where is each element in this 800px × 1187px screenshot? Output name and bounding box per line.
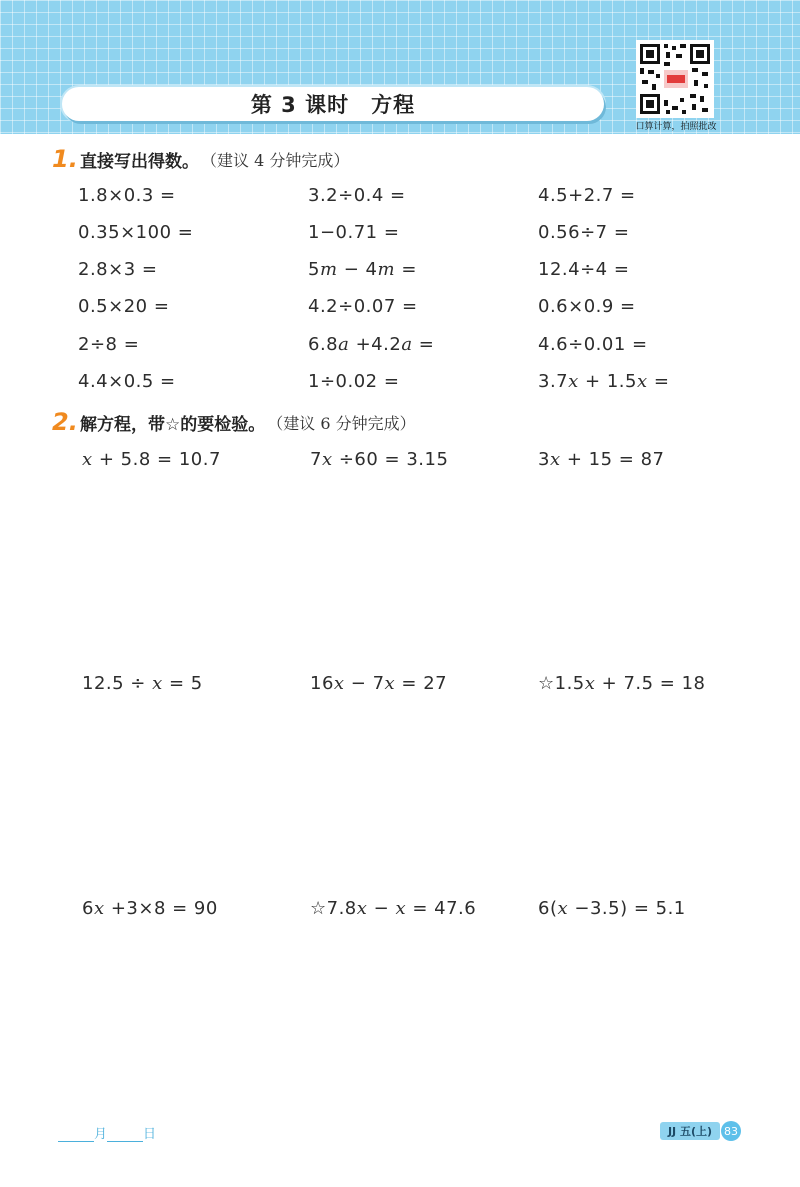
mental-math-item: 4.4×0.5 = bbox=[78, 371, 176, 392]
day-blank[interactable] bbox=[107, 1127, 143, 1142]
mental-math-item: 4.6÷0.01 = bbox=[538, 334, 648, 355]
mental-math-item: 5m − 4m = bbox=[308, 259, 417, 280]
equation-item: 6x +3×8 = 90 bbox=[82, 898, 218, 919]
equation-item: 16x − 7x = 27 bbox=[310, 673, 448, 694]
mental-math-item: 3.7x + 1.5x = bbox=[538, 371, 670, 392]
mental-math-item: 1.8×0.3 = bbox=[78, 185, 176, 206]
mental-math-item: 4.5+2.7 = bbox=[538, 185, 636, 206]
section-1-title: 直接写出得数。 bbox=[80, 151, 199, 172]
mental-math-item: 0.35×100 = bbox=[78, 222, 194, 243]
day-label: 日 bbox=[143, 1127, 157, 1142]
mental-math-item: 6.8a +4.2a = bbox=[308, 334, 435, 355]
equation-item: 7x ÷60 = 3.15 bbox=[310, 449, 449, 470]
section-1-header bbox=[52, 145, 349, 173]
equation-item: ☆7.8x − x = 47.6 bbox=[310, 898, 477, 919]
edition-tag: JJ 五(上) bbox=[660, 1122, 720, 1140]
lesson-title bbox=[251, 89, 415, 119]
mental-math-item: 1−0.71 = bbox=[308, 222, 400, 243]
month-label: 月 bbox=[94, 1127, 108, 1142]
lesson-topic: 方程 bbox=[371, 93, 416, 117]
equation-item: 12.5 ÷ x = 5 bbox=[82, 673, 203, 694]
equation-item: 3x + 15 = 87 bbox=[538, 449, 665, 470]
equation-item: x + 5.8 = 10.7 bbox=[82, 449, 221, 470]
lesson-number: 第 3 课时 bbox=[250, 93, 350, 117]
mental-math-item: 2.8×3 = bbox=[78, 259, 158, 280]
month-blank[interactable] bbox=[58, 1127, 94, 1142]
mental-math-item: 4.2÷0.07 = bbox=[308, 296, 418, 317]
mental-math-item: 12.4÷4 = bbox=[538, 259, 630, 280]
mental-math-item: 0.5×20 = bbox=[78, 296, 170, 317]
section-2-hint: （建议 6 分钟完成） bbox=[267, 413, 416, 433]
mental-math-item: 3.2÷0.4 = bbox=[308, 185, 406, 206]
page-number: 83 bbox=[721, 1121, 741, 1141]
qr-code-icon[interactable] bbox=[636, 40, 714, 118]
section-1-hint: （建议 4 分钟完成） bbox=[201, 150, 350, 170]
equation-item: ☆1.5x + 7.5 = 18 bbox=[538, 673, 706, 694]
mental-math-item: 0.6×0.9 = bbox=[538, 296, 636, 317]
section-1-number: 1. bbox=[52, 145, 78, 173]
mental-math-item: 0.56÷7 = bbox=[538, 222, 630, 243]
section-2-header bbox=[52, 408, 416, 436]
section-2-title: 解方程，带☆的要检验。 bbox=[80, 414, 266, 435]
section-2-number: 2. bbox=[52, 408, 78, 436]
lesson-title-bar bbox=[62, 87, 604, 121]
qr-caption: 口算计算，拍照批改 bbox=[635, 122, 717, 132]
equation-item: 6(x −3.5) = 5.1 bbox=[538, 898, 686, 919]
mental-math-item: 2÷8 = bbox=[78, 334, 140, 355]
mental-math-item: 1÷0.02 = bbox=[308, 371, 400, 392]
date-fields bbox=[58, 1123, 156, 1142]
